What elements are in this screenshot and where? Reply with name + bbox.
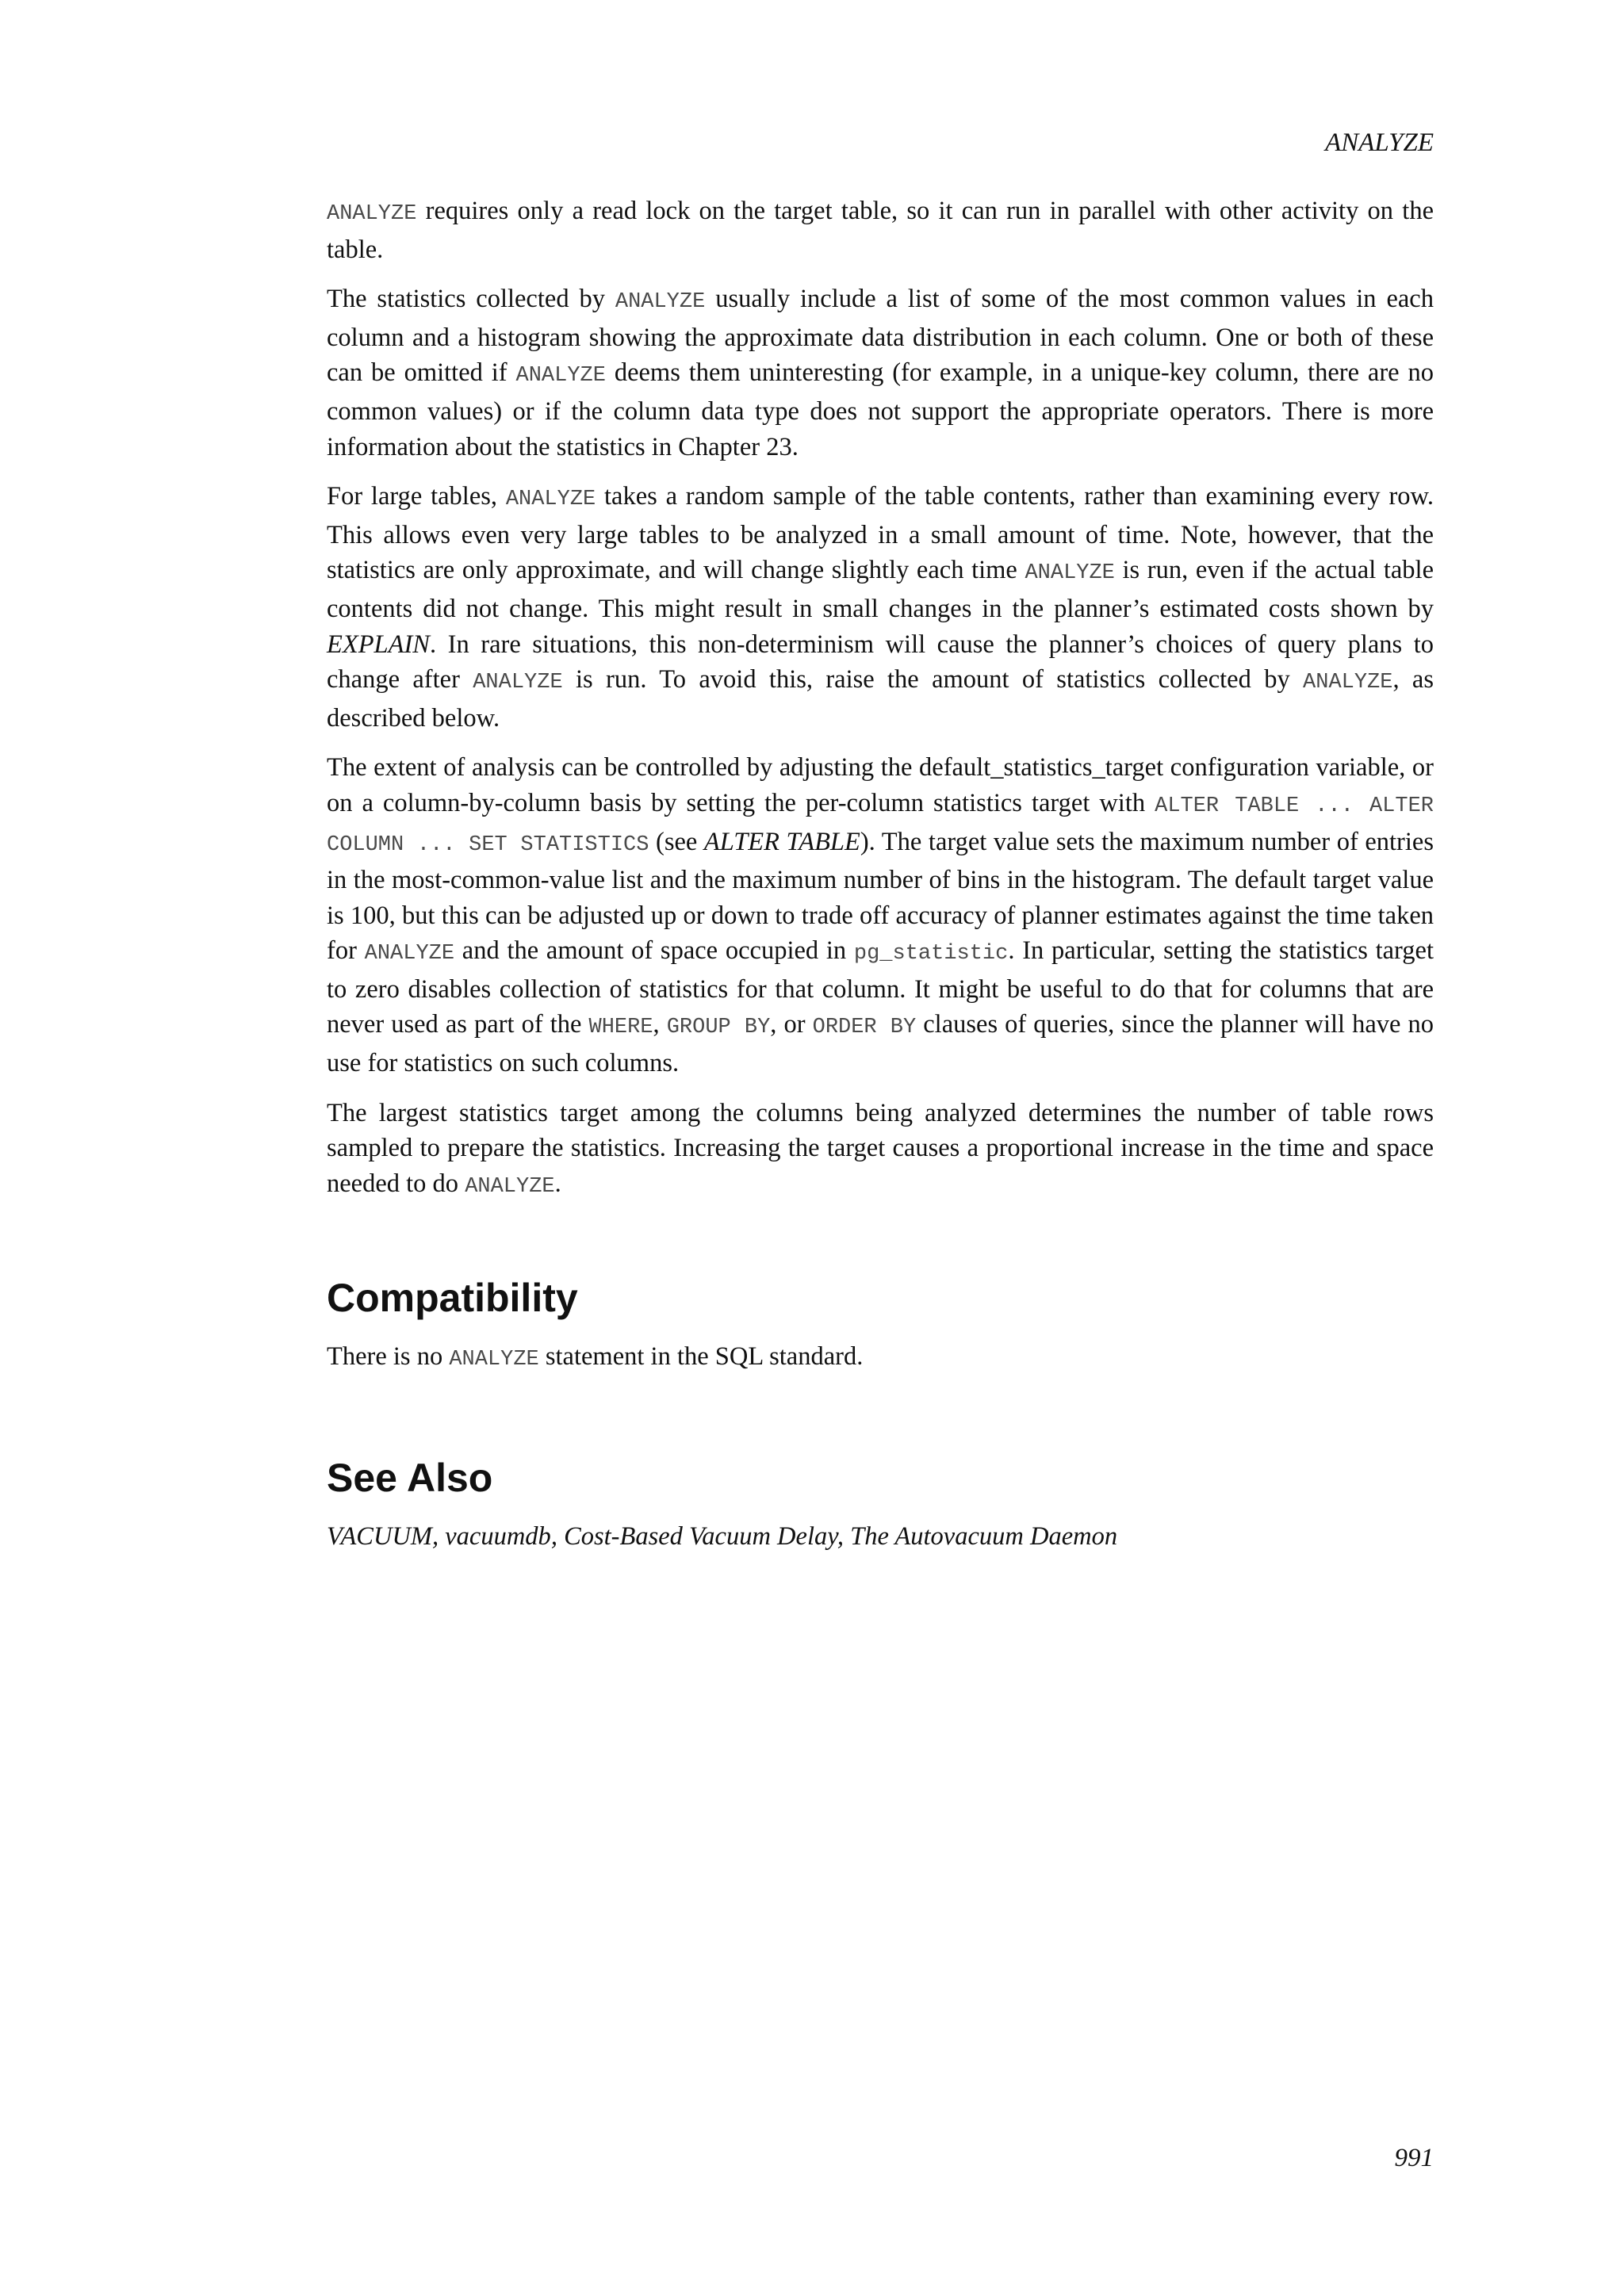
body-text bbox=[327, 193, 1434, 1569]
link-vacuum[interactable]: VACUUM bbox=[327, 1522, 432, 1552]
code-order-by: ORDER BY bbox=[812, 1016, 917, 1040]
paragraph-extent-of-analysis: The extent of analysis can be controlled by adjusting the default_statistics_target configuration variable, or on a column-by-column basis by setting the per-column statistics target with ALTER TABLE ... ALTER COLUMN ... SET STATISTICS (see ALTER TABLE). The target value sets the maximum number of entries in the most-common-value list and the maximum number of bins in the histogram. The default target value is 100, but this can be adjusted up or down to trade off accuracy of planner estimates against the time taken for ANALYZE and the amount of space occupied in pg_statistic. In particular, setting the statistics target to zero disables collection of statistics for that column. It might be useful to do that for columns that are never used as part of the WHERE, GROUP BY, or ORDER BY clauses of queries, since the planner will have no use for statistics on such columns. bbox=[327, 753, 1434, 1078]
running-header: ANALYZE bbox=[1325, 128, 1434, 157]
code-analyze: ANALYZE bbox=[1303, 671, 1393, 695]
heading-see-also: See Also bbox=[327, 1456, 493, 1501]
link-explain[interactable]: EXPLAIN bbox=[327, 629, 430, 659]
see-also-links: VACUUM, vacuumdb, Cost-Based Vacuum Delay, The Autovacuum Daemon bbox=[327, 1522, 1118, 1552]
code-where: WHERE bbox=[588, 1016, 653, 1040]
document-page bbox=[327, 0, 1434, 2296]
code-analyze: ANALYZE bbox=[364, 942, 455, 966]
link-cost-based-vacuum-delay[interactable]: Cost-Based Vacuum Delay bbox=[564, 1522, 837, 1552]
link-autovacuum-daemon[interactable]: The Autovacuum Daemon bbox=[850, 1522, 1118, 1552]
code-analyze: ANALYZE bbox=[505, 488, 596, 512]
code-analyze: ANALYZE bbox=[465, 1174, 555, 1199]
code-pg-statistic: pg_statistic bbox=[853, 942, 1009, 966]
paragraph-large-tables: For large tables, ANALYZE takes a random sample of the table contents, rather than examining every row. This allows even very large tables to be analyzed in a small amount of time. Note, however, that the statistics are only approximate, and will change slightly each time ANALYZE is run, even if the actual table contents did not change. This might result in small changes in the planner’s estimated costs shown by EXPLAIN. In rare situations, this non-determinism will cause the planner’s choices of query plans to change after ANALYZE is run. To avoid this, raise the amount of statistics collected by ANALYZE, as described below. bbox=[327, 482, 1434, 733]
code-analyze: ANALYZE bbox=[473, 671, 563, 695]
code-group-by: GROUP BY bbox=[666, 1016, 771, 1040]
code-analyze: ANALYZE bbox=[615, 290, 706, 315]
paragraph-statistics-collected: The statistics collected by ANALYZE usually include a list of some of the most common values in each column and a histogram showing the approximate data distribution in each column. One or both of these can be omitted if ANALYZE deems them uninteresting (for example, in a unique-key column, there are no common values) or if the column data type does not support the appropriate operators. There is more information about the statistics in Chapter 23. bbox=[327, 285, 1434, 461]
code-alter-table-statement: ALTER TABLE ... ALTER COLUMN ... SET STATISTICS bbox=[327, 794, 1434, 857]
code-analyze: ANALYZE bbox=[515, 364, 606, 388]
page-number: 991 bbox=[1394, 2144, 1434, 2172]
link-alter-table[interactable]: ALTER TABLE bbox=[703, 827, 860, 856]
paragraph-largest-target: The largest statistics target among the columns being analyzed determines the number of table rows sampled to prepare the statistics. Increasing the target causes a proportional increase in the time and space needed to do ANALYZE. bbox=[327, 1098, 1434, 1199]
code-analyze: ANALYZE bbox=[327, 202, 417, 226]
code-analyze: ANALYZE bbox=[449, 1348, 539, 1372]
heading-compatibility: Compatibility bbox=[327, 1276, 578, 1321]
link-vacuumdb[interactable]: vacuumdb bbox=[445, 1522, 551, 1552]
paragraph-compatibility: There is no ANALYZE statement in the SQL standard. bbox=[327, 1342, 864, 1372]
code-analyze: ANALYZE bbox=[1025, 561, 1115, 586]
paragraph-read-lock: ANALYZE requires only a read lock on the target table, so it can run in parallel with other activity on the table. bbox=[327, 197, 1434, 264]
